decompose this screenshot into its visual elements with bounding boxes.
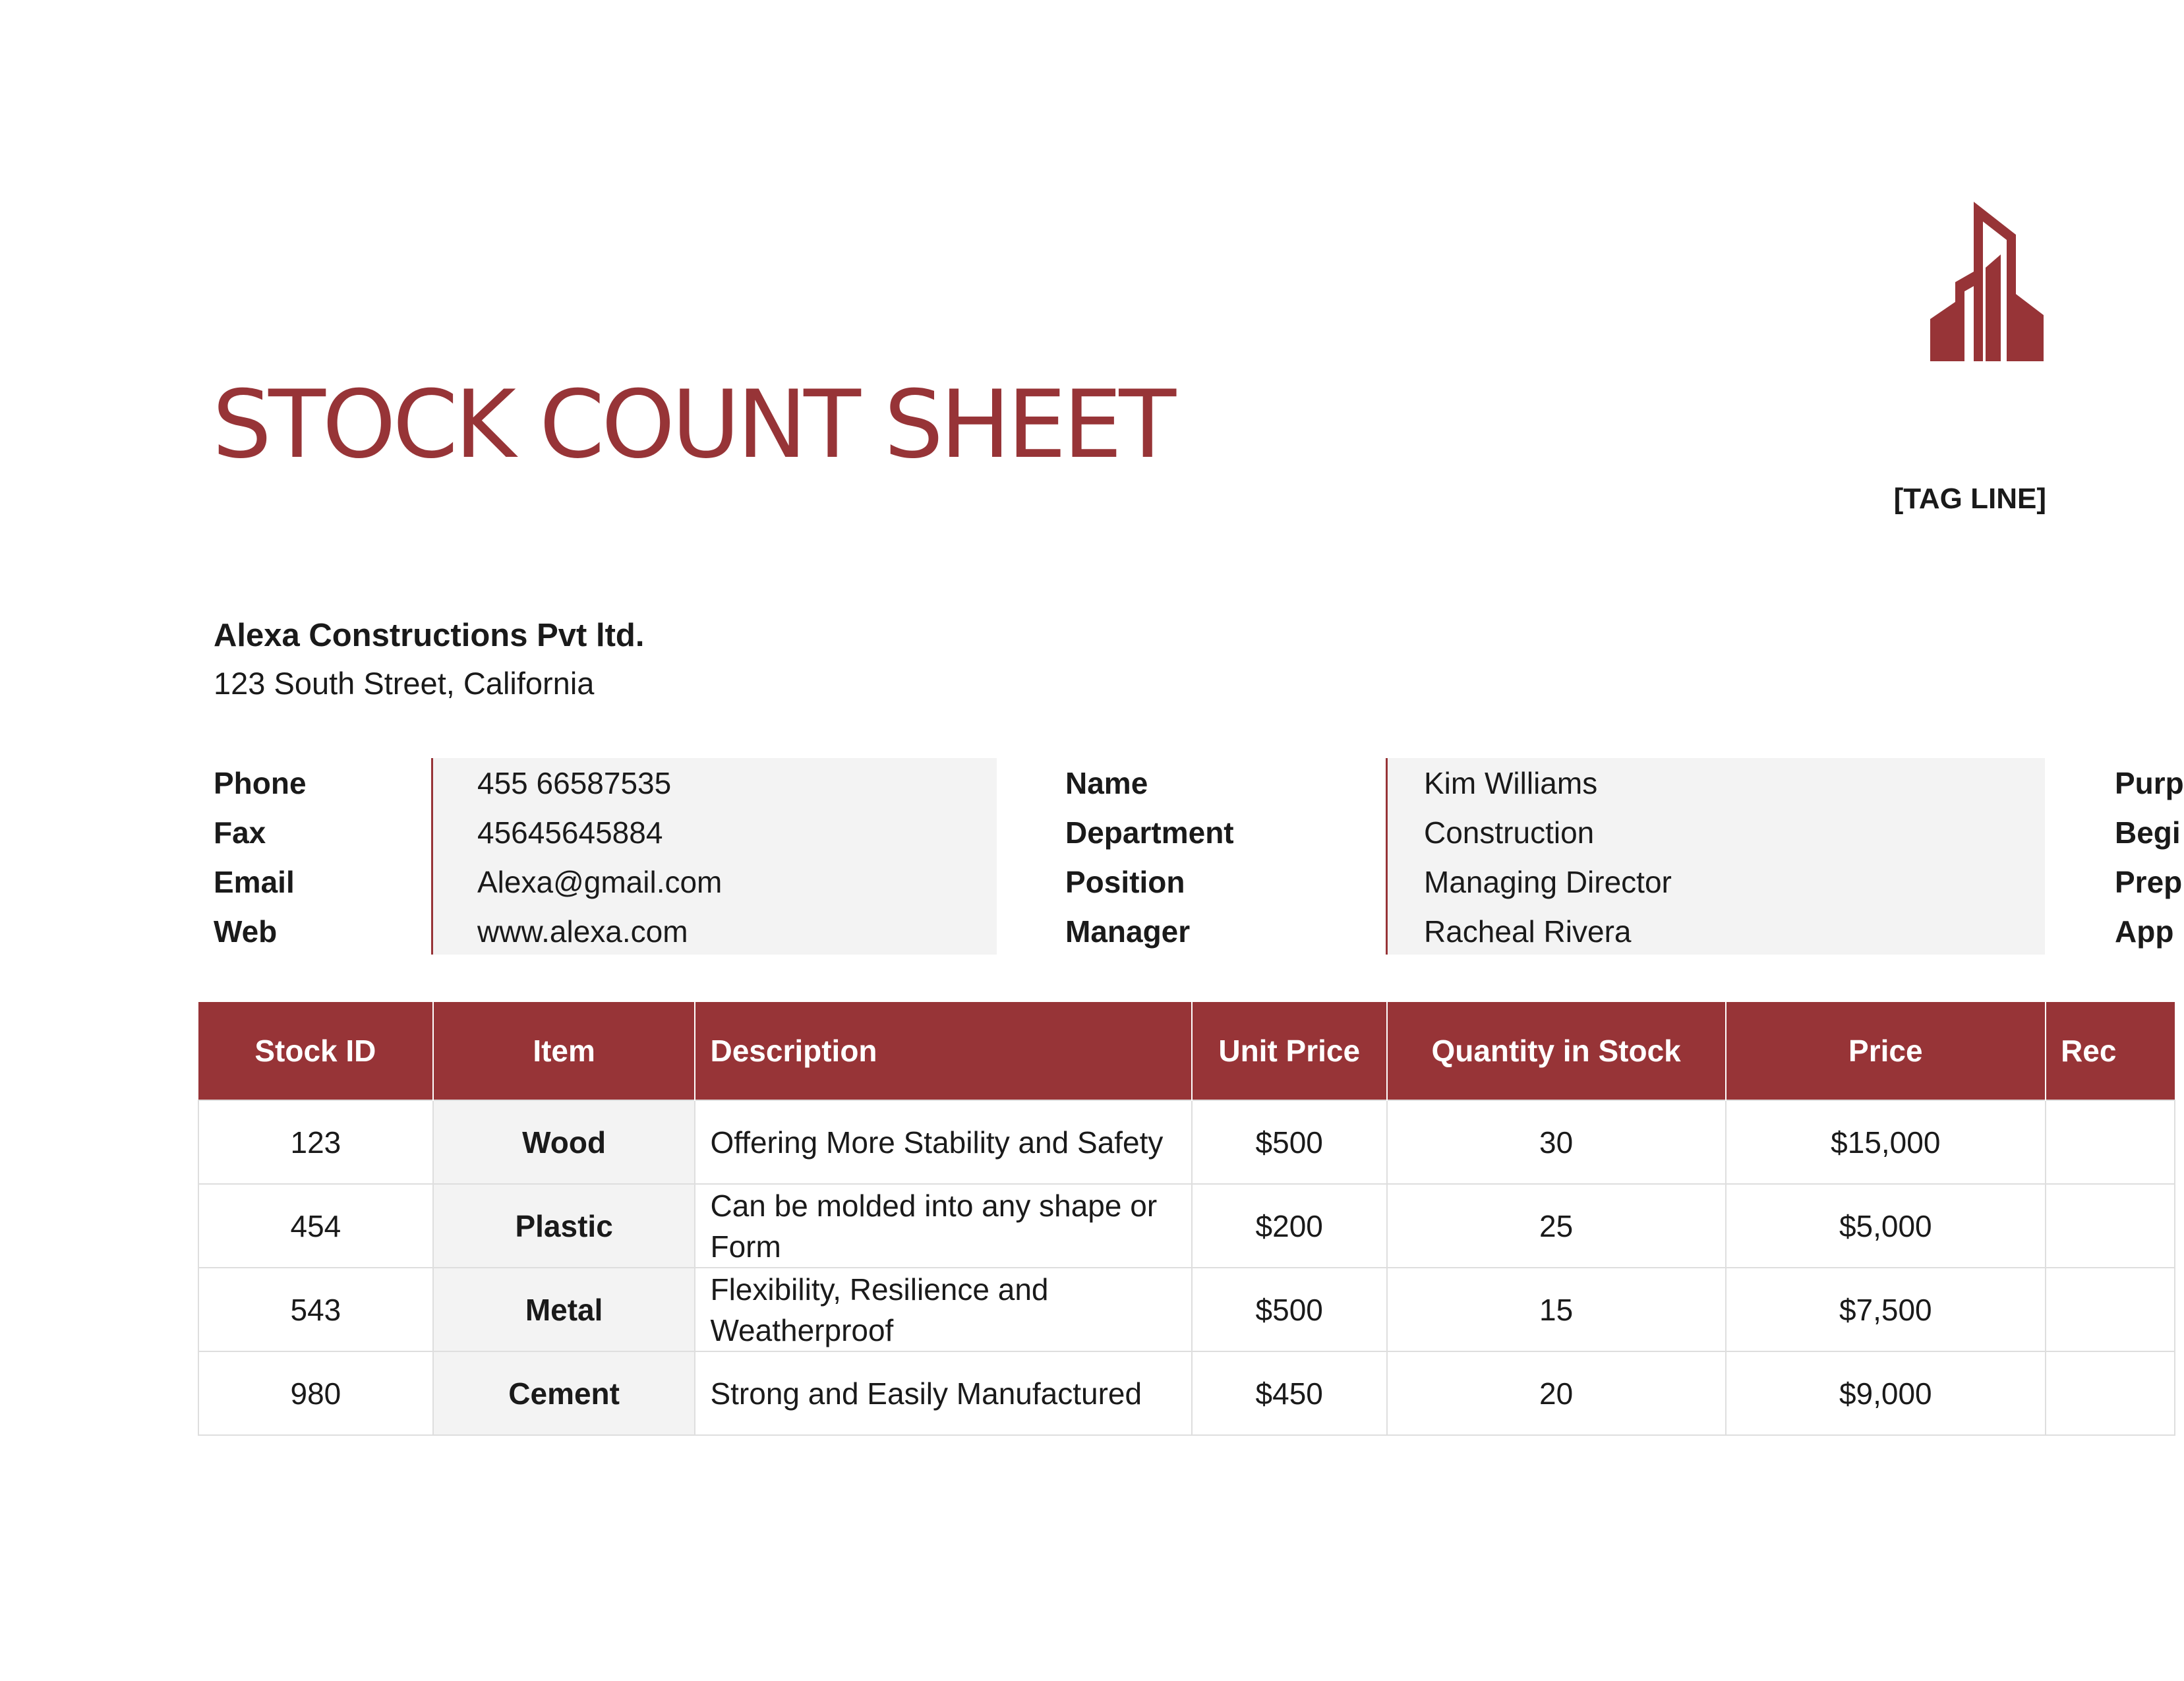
cell-unit-price: $200	[1192, 1184, 1387, 1268]
cell-quantity: 30	[1387, 1100, 1726, 1184]
col-unit-price: Unit Price	[1192, 1002, 1387, 1100]
cell-price: $7,500	[1726, 1268, 2046, 1351]
col-price: Price	[1726, 1002, 2046, 1100]
purpose-label: Purp	[2115, 766, 2184, 800]
cell-stock-id: 543	[198, 1268, 433, 1351]
staff-info	[1065, 758, 2048, 955]
table-row	[198, 1100, 2175, 1184]
col-stock-id: Stock ID	[198, 1002, 433, 1100]
phone-label: Phone	[214, 766, 307, 800]
cell-rec	[2046, 1268, 2175, 1351]
cell-price: $5,000	[1726, 1184, 2046, 1268]
cell-quantity: 20	[1387, 1351, 1726, 1435]
table-row	[198, 1184, 2175, 1268]
cell-stock-id: 454	[198, 1184, 433, 1268]
cell-item: Cement	[433, 1351, 695, 1435]
phone-value: 455 66587535	[477, 766, 672, 800]
cell-quantity: 15	[1387, 1268, 1726, 1351]
stock-table	[198, 1002, 2175, 1436]
prepared-label: Prep	[2115, 865, 2183, 899]
company-address: 123 South Street, California	[214, 666, 595, 701]
approved-label: App	[2115, 914, 2174, 949]
manager-label: Manager	[1065, 914, 1191, 949]
cell-rec	[2046, 1184, 2175, 1268]
col-item: Item	[433, 1002, 695, 1100]
col-description: Description	[695, 1002, 1191, 1100]
table-header-row	[198, 1002, 2175, 1100]
fax-label: Fax	[214, 815, 266, 850]
contact-info	[214, 758, 997, 955]
building-icon	[1930, 202, 2044, 361]
company-logo	[1930, 202, 2044, 361]
cell-item: Plastic	[433, 1184, 695, 1268]
email-value: Alexa@gmail.com	[477, 865, 723, 899]
page-title: STOCK COUNT SHEET	[212, 370, 1173, 479]
contact-values-panel	[431, 758, 997, 955]
cell-item: Wood	[433, 1100, 695, 1184]
table-row	[198, 1268, 2175, 1351]
email-label: Email	[214, 865, 295, 899]
cell-price: $15,000	[1726, 1100, 2046, 1184]
tagline: [TAG LINE]	[1893, 483, 2046, 515]
staff-labels	[1065, 766, 1234, 964]
cell-description: Can be molded into any shape or Form	[695, 1184, 1191, 1268]
contact-labels	[214, 766, 307, 964]
name-value: Kim Williams	[1424, 766, 1598, 800]
cell-rec	[2046, 1351, 2175, 1435]
fax-value: 45645645884	[477, 815, 663, 850]
cell-item: Metal	[433, 1268, 695, 1351]
web-label: Web	[214, 914, 278, 949]
meta-info	[2115, 758, 2184, 955]
col-rec: Rec	[2046, 1002, 2175, 1100]
position-value: Managing Director	[1424, 865, 1672, 899]
meta-labels	[2115, 766, 2184, 964]
cell-stock-id: 123	[198, 1100, 433, 1184]
cell-unit-price: $500	[1192, 1100, 1387, 1184]
cell-description: Strong and Easily Manufactured	[695, 1351, 1191, 1435]
col-quantity: Quantity in Stock	[1387, 1002, 1726, 1100]
position-label: Position	[1065, 865, 1185, 899]
cell-unit-price: $500	[1192, 1268, 1387, 1351]
staff-values-panel	[1386, 758, 2045, 955]
company-name: Alexa Constructions Pvt ltd.	[214, 618, 645, 653]
cell-price: $9,000	[1726, 1351, 2046, 1435]
manager-value: Racheal Rivera	[1424, 914, 1632, 949]
department-label: Department	[1065, 815, 1234, 850]
cell-description: Offering More Stability and Safety	[695, 1100, 1191, 1184]
department-value: Construction	[1424, 815, 1595, 850]
begin-label: Begi	[2115, 815, 2181, 850]
cell-unit-price: $450	[1192, 1351, 1387, 1435]
web-value: www.alexa.com	[477, 914, 688, 949]
name-label: Name	[1065, 766, 1148, 800]
cell-stock-id: 980	[198, 1351, 433, 1435]
cell-rec	[2046, 1100, 2175, 1184]
table-row	[198, 1351, 2175, 1435]
cell-quantity: 25	[1387, 1184, 1726, 1268]
cell-description: Flexibility, Resilience and Weatherproof	[695, 1268, 1191, 1351]
